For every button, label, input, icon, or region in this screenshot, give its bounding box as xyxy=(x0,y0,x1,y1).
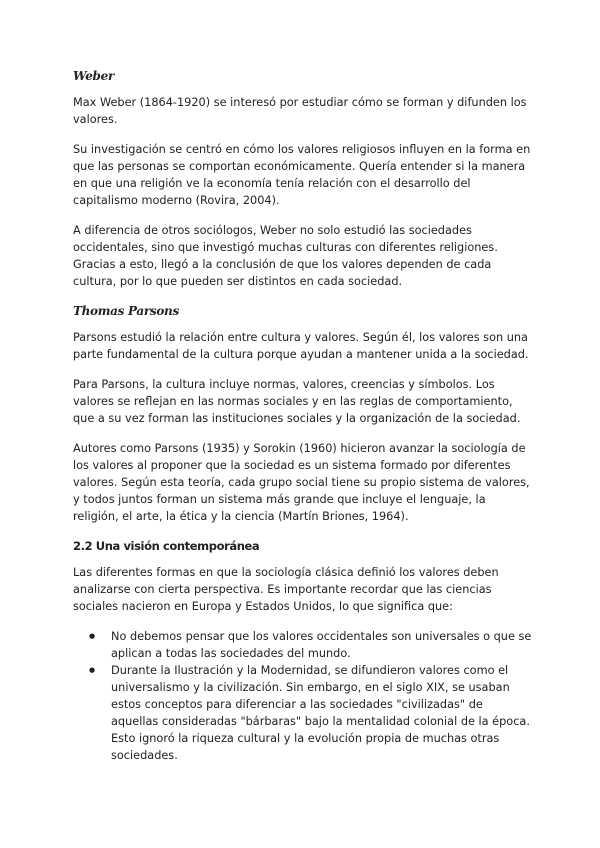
list-item: ● No debemos pensar que los valores occidentales son universales o que se aplican a todas las sociedades del mundo. xyxy=(73,628,533,662)
parsons-paragraph-1: Parsons estudió la relación entre cultura y valores. Según él, los valores son una parte fundamental de la cultura porque ayudan a mantener unida a la sociedad. xyxy=(73,331,529,361)
weber-paragraph-1: Max Weber (1864-1920) se interesó por estudiar cómo se forman y difunden los valores. xyxy=(73,96,527,126)
weber-paragraph-2: Su investigación se centró en cómo los valores religiosos influyen en la forma en que las personas se comportan económicamente. Quería entender si la manera en que una religión ve la economía tenía relación con el desarrollo del capitalismo moderno (Rovira, 2004). xyxy=(73,143,531,207)
heading-contemporary: 2.2 Una visión contemporánea xyxy=(73,539,260,553)
weber-paragraph-3: A diferencia de otros sociólogos, Weber no solo estudió las sociedades occidentales, sino que investigó muchas culturas con diferentes religiones. Gracias a esto, llegó a la conclusión de que los valores dependen de cada cultura, por lo que pueden ser distintos en cada sociedad. xyxy=(73,224,498,288)
parsons-paragraph-3: Autores como Parsons (1935) y Sorokin (1960) hicieron avanzar la sociología de los valores al proponer que la sociedad es un sistema formado por diferentes valores. Según esta teoría, cada grupo social tiene su propio sistema de valores, y todos juntos forman un sistema más grande que incluye el lenguaje, la religión, el arte, la ética y la ciencia (Martín Briones, 1964). xyxy=(73,442,530,523)
heading-weber: Weber xyxy=(73,69,114,83)
contemporary-paragraph-1: Las diferentes formas en que la sociología clásica definió los valores deben analizarse con cierta perspectiva. Es importante recordar que las ciencias sociales nacieron en Europa y Estados Unidos, lo que significa que: xyxy=(73,566,499,613)
document-page xyxy=(73,68,533,764)
bullet-list xyxy=(73,628,533,764)
heading-parsons: Thomas Parsons xyxy=(73,304,179,318)
parsons-paragraph-2: Para Parsons, la cultura incluye normas, valores, creencias y símbolos. Los valores se reflejan en las normas sociales y en las reglas de comportamiento, que a su vez forman las instituciones sociales y la organización de la sociedad. xyxy=(73,378,521,425)
list-item: ● Durante la Ilustración y la Modernidad, se difundieron valores como el universalismo y la civilización. Sin embargo, en el siglo XIX, se usaban estos conceptos para diferenciar a las sociedades "civilizadas" de aquellas consideradas "bárbaras" bajo la mentalidad colonial de la época. Esto ignoró la riqueza cultural y la evolución propia de muchas otras sociedades. xyxy=(73,662,533,764)
